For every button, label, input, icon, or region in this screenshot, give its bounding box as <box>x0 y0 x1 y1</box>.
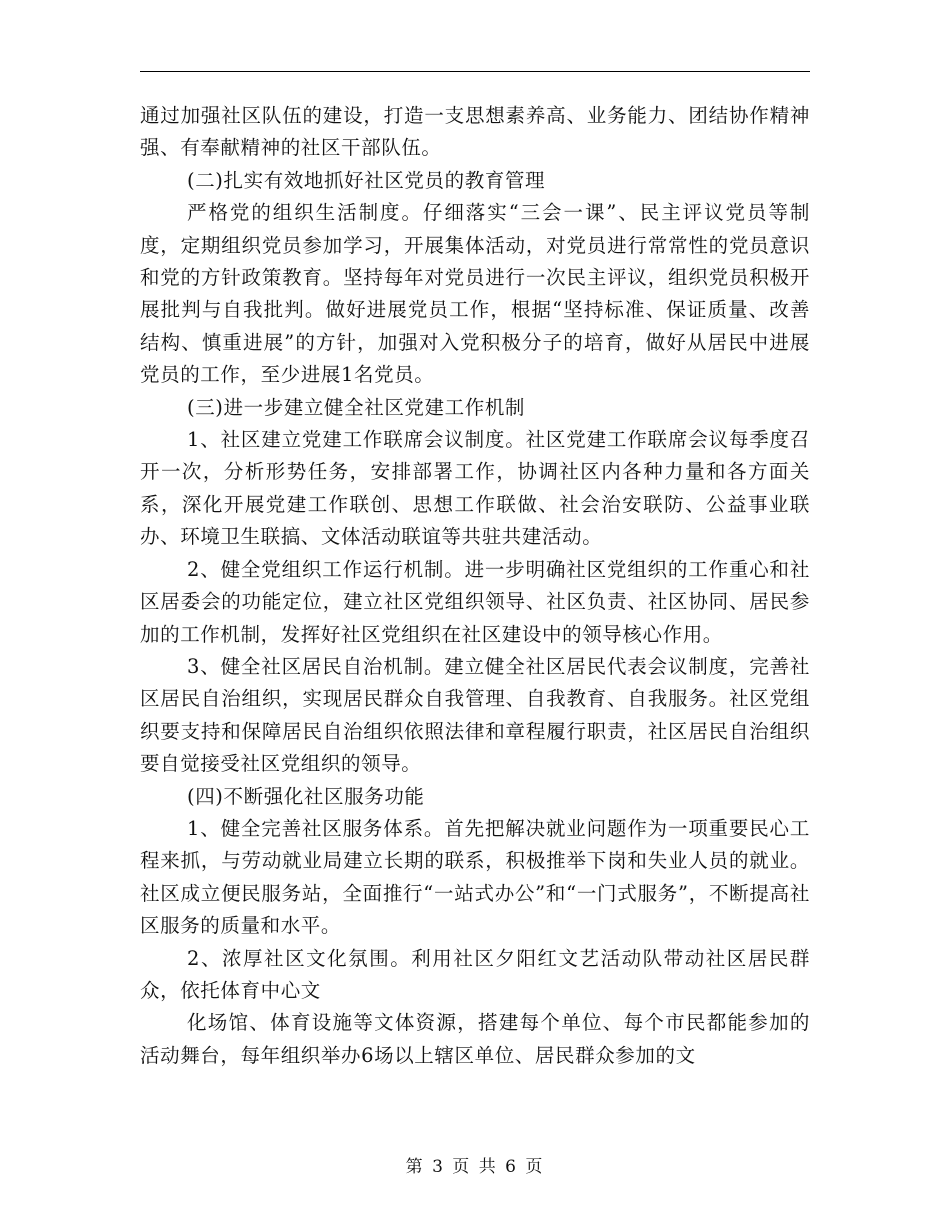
paragraph-1: 通过加强社区队伍的建设，打造一支思想素养高、业务能力、团结协作精神强、有奉献精神的社区干部队伍。 <box>140 104 810 160</box>
paragraph-9: 1、健全完善社区服务体系。首先把解决就业问题作为一项重要民心工程来抓，与劳动就业局建立长期的联系，积极推举下岗和失业人员的就业。社区成立便民服务站，全面推行“一站式办公”和“一门式服务”，不断提高社区服务的质量和水平。 <box>140 816 810 938</box>
header-rule <box>140 71 810 72</box>
page-footer: 第 3 页 共 6 页 <box>405 1157 545 1177</box>
paragraph-11: 化场馆、体育设施等文体资源，搭建每个单位、每个市民都能参加的活动舞台，每年组织举办6场以上辖区单位、居民群众参加的文 <box>140 1011 810 1067</box>
document-body <box>140 100 810 1072</box>
paragraph-6: 2、健全党组织工作运行机制。进一步明确社区党组织的工作重心和社区居委会的功能定位，建立社区党组织领导、社区负责、社区协同、居民参加的工作机制，发挥好社区党组织在社区建设中的领导核心作用。 <box>140 557 810 646</box>
paragraph-10: 2、浓厚社区文化氛围。利用社区夕阳红文艺活动队带动社区居民群众，依托体育中心文 <box>140 946 810 1002</box>
paragraph-7: 3、健全社区居民自治机制。建立健全社区居民代表会议制度，完善社区居民自治组织，实现居民群众自我管理、自我教育、自我服务。社区党组织要支持和保障居民自治组织依照法律和章程履行职责，社区居民自治组织要自觉接受社区党组织的领导。 <box>140 654 810 776</box>
section-heading-3: (三)进一步建立健全社区党建工作机制 <box>187 395 526 419</box>
section-heading-2: (二)扎实有效地抓好社区党员的教育管理 <box>187 168 546 192</box>
section-heading-4: (四)不断强化社区服务功能 <box>187 784 425 808</box>
paragraph-3: 严格党的组织生活制度。仔细落实“三会一课”、民主评议党员等制度，定期组织党员参加学习，开展集体活动，对党员进行常常性的党员意识和党的方针政策教育。坚持每年对党员进行一次民主评议，组织党员积极开展批判与自我批判。做好进展党员工作，根据“坚持标准、保证质量、改善结构、慎重进展”的方针，加强对入党积极分子的培育，做好从居民中进展党员的工作，至少进展1名党员。 <box>140 201 810 387</box>
paragraph-5: 1、社区建立党建工作联席会议制度。社区党建工作联席会议每季度召开一次，分析形势任务，安排部署工作，协调社区内各种力量和各方面关系，深化开展党建工作联创、思想工作联做、社会治安联防、公益事业联办、环境卫生联搞、文体活动联谊等共驻共建活动。 <box>140 428 810 549</box>
